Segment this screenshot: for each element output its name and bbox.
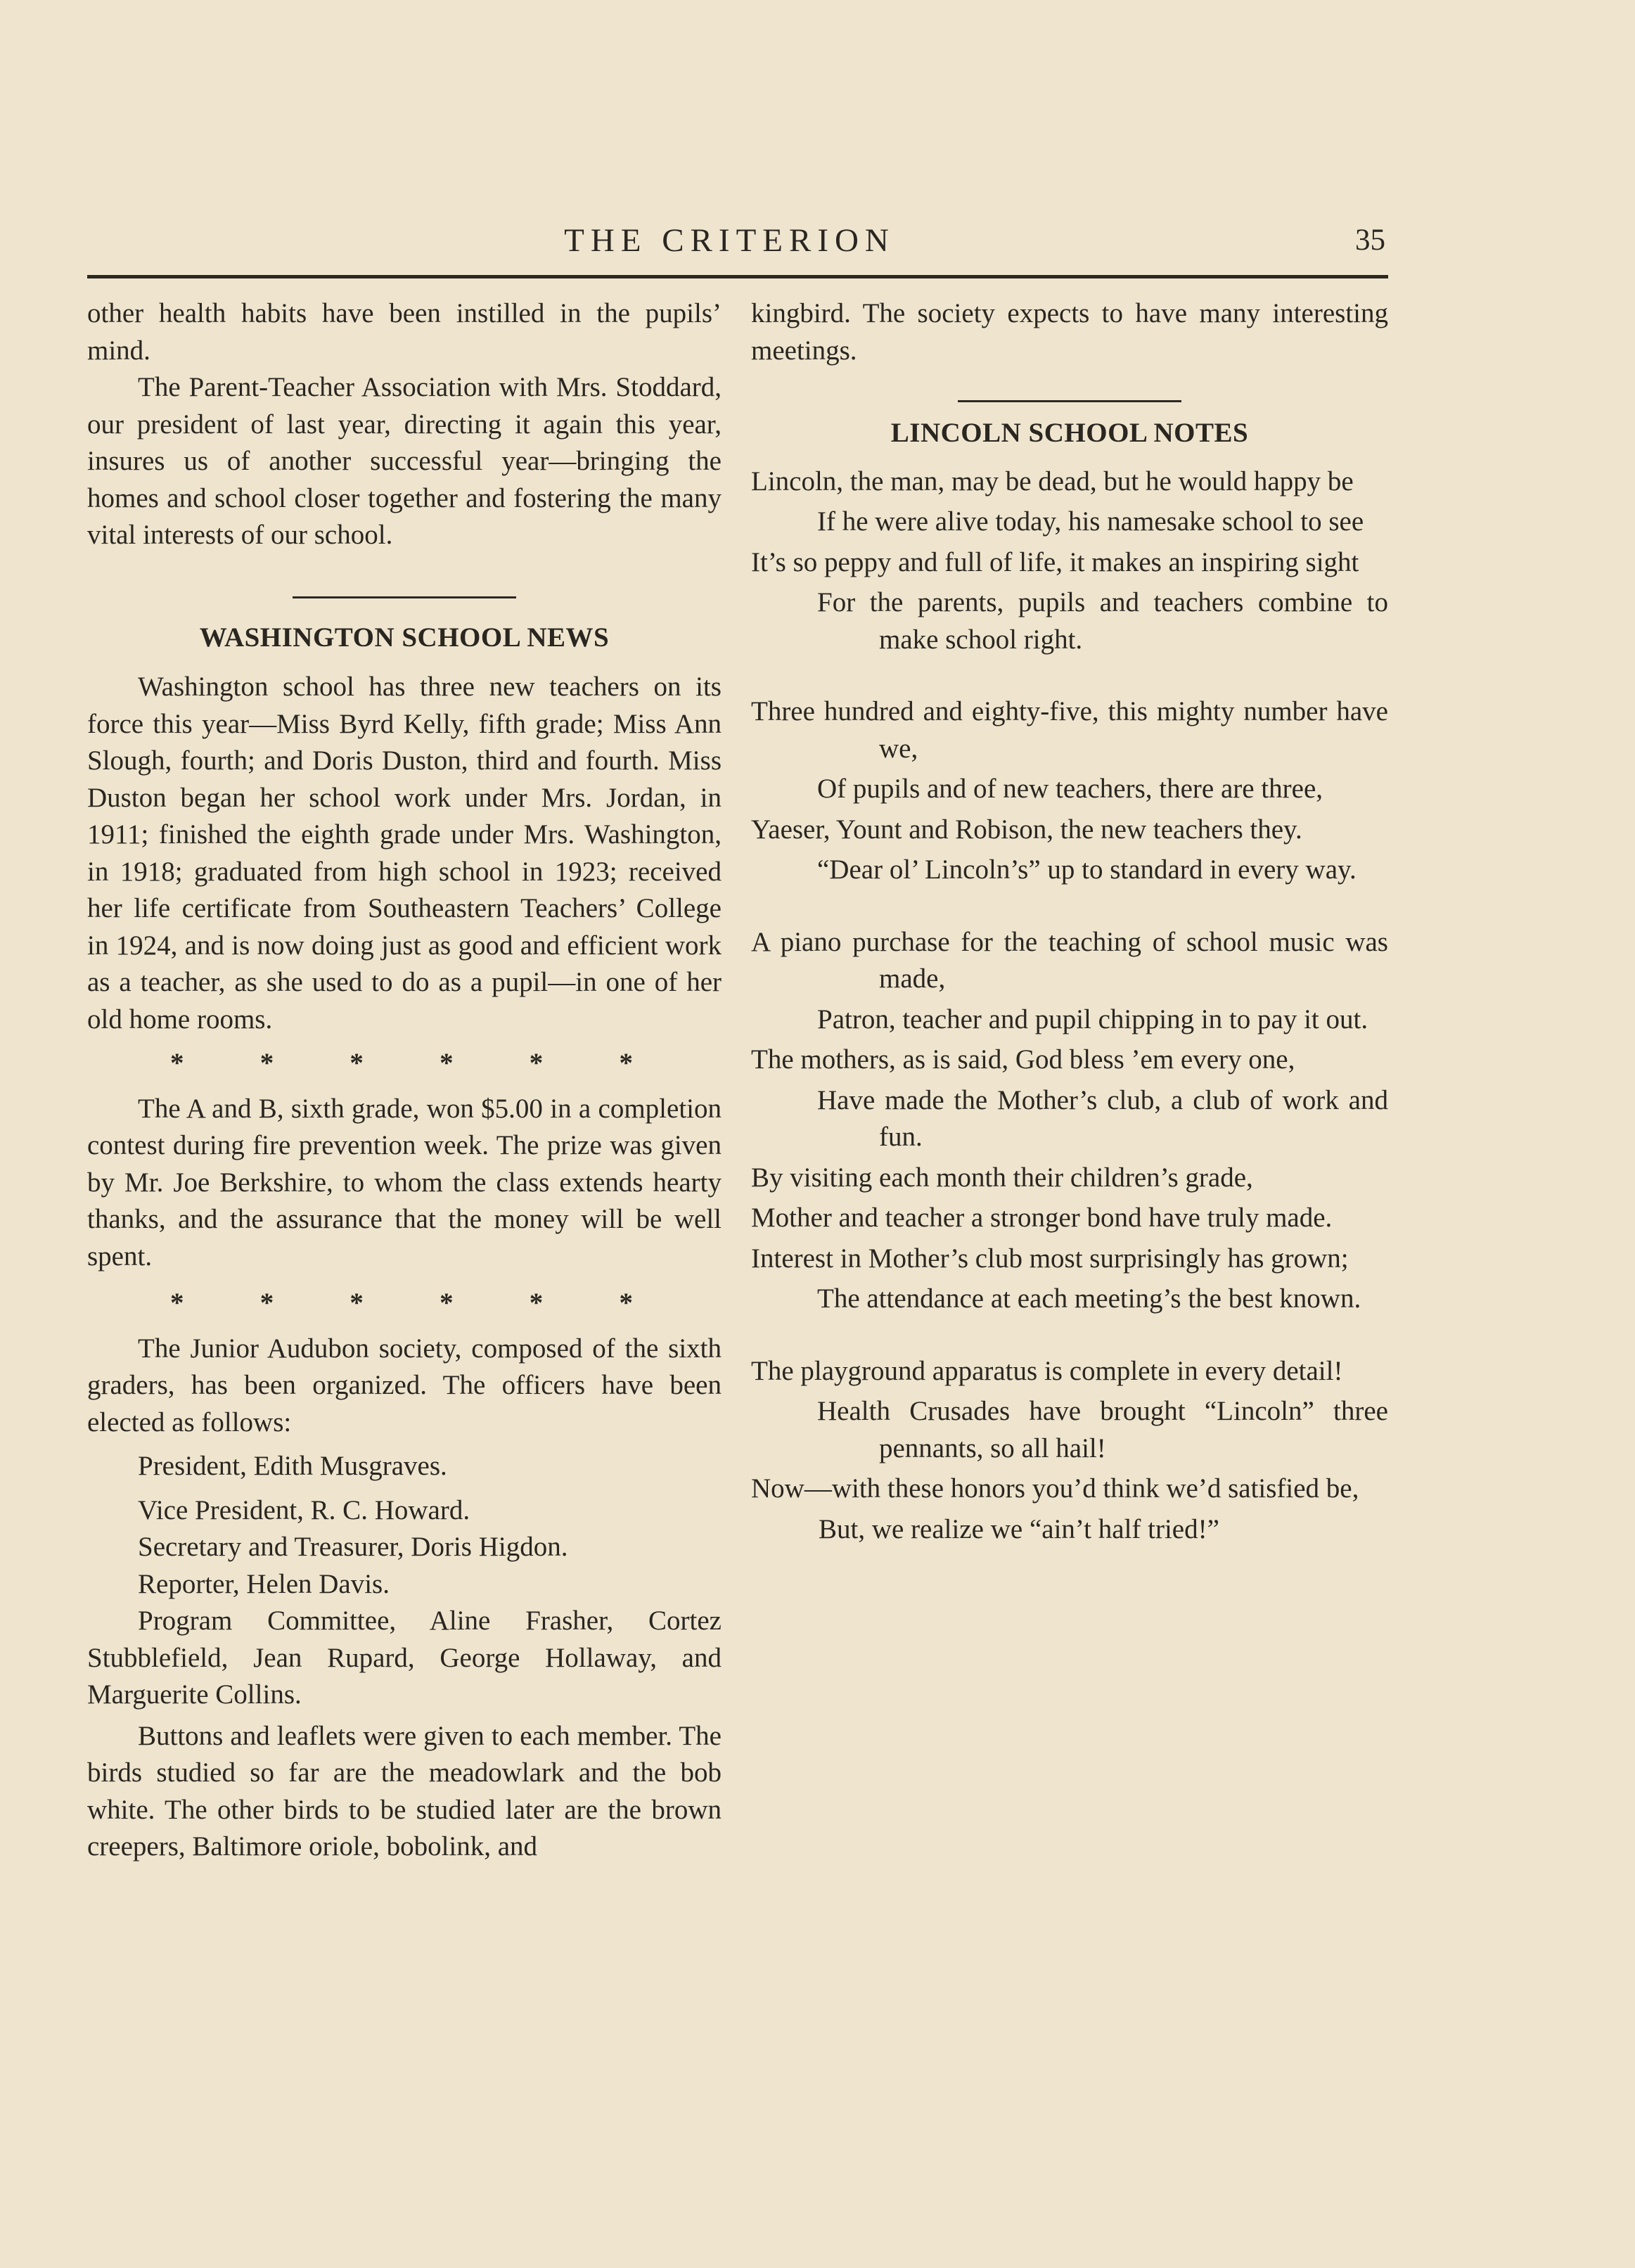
- poem-line: The attendance at each meeting’s the best known.: [817, 1283, 1361, 1314]
- poem-line: Have made the Mother’s club, a club of work and fun.: [817, 1084, 1388, 1152]
- asterisk: *: [529, 1288, 544, 1318]
- washington-heading: WASHINGTON SCHOOL NEWS: [199, 622, 610, 653]
- asterisk: *: [259, 1288, 274, 1318]
- poem-stanza-3: [751, 924, 1388, 1318]
- section-divider: [958, 400, 1181, 402]
- right-column: [751, 295, 1388, 1548]
- continued-paragraph: other health habits have been instilled in the pupils’ mind.: [87, 298, 722, 366]
- poem-line: Mother and teacher a stronger bond have truly made.: [751, 1203, 1333, 1233]
- poem-line: It’s so peppy and full of life, it makes an inspiring sight: [751, 546, 1359, 577]
- poem-line: Patron, teacher and pupil chipping in to pay it out.: [817, 1004, 1368, 1034]
- program-committee-paragraph: Program Committee, Aline Frasher, Cortez Stubblefield, Jean Rupard, George Hollaway, and Marguerite Collins.: [87, 1606, 722, 1710]
- buttons-leaflets-paragraph: Buttons and leaflets were given to each member. The birds studied so far are the meadowlark and the bob white. The other birds to be studied later are the brown creepers, Baltimore oriole, bobolink, and: [87, 1720, 722, 1862]
- poem-stanza-4: [751, 1353, 1388, 1549]
- contest-paragraph: The A and B, sixth grade, won $5.00 in a completion contest during fire prevention week. The prize was given by Mr. Joe Berkshire, to whom the class extends hearty thanks, and the assurance that the money will be well spent.: [87, 1093, 722, 1271]
- asterisk: *: [350, 1048, 364, 1078]
- poem-line: Yaeser, Yount and Robison, the new teachers they.: [751, 814, 1302, 845]
- asterisk: *: [440, 1048, 454, 1078]
- left-column: [87, 295, 722, 1866]
- new-teachers-paragraph: Washington school has three new teachers on its force this year—Miss Byrd Kelly, fifth grade; Miss Ann Slough, fourth; and Doris Duston, third and fourth. Miss Duston began her school work under Mrs. Jordan, in 1911; finished the eighth grade under Mrs. Washington, in 1918; graduated from high school in 1923; received her life certificate from Southeastern Teachers’ College in 1924, and is now doing just as good and efficient work as a teacher, as she used to do as a pupil—in one of her old home rooms.: [87, 672, 722, 1034]
- poem-stanza-2: [751, 693, 1388, 889]
- poem-line: The playground apparatus is complete in every detail!: [751, 1355, 1343, 1386]
- poem-line: Health Crusades have brought “Lincoln” three pennants, so all hail!: [817, 1396, 1388, 1463]
- asterisk: *: [259, 1048, 274, 1078]
- poem-stanza-1: [751, 463, 1388, 659]
- poem-line: Lincoln, the man, may be dead, but he would happy be: [751, 466, 1354, 496]
- asterisk: *: [440, 1288, 454, 1318]
- header-rule: [87, 275, 1388, 278]
- audubon-paragraph: The Junior Audubon society, composed of the sixth graders, has been organized. The officers have been elected as follows:: [87, 1333, 722, 1437]
- officer-secretary-treasurer: Secretary and Treasurer, Doris Higdon.: [138, 1532, 568, 1562]
- asterisk: *: [170, 1048, 184, 1078]
- poem-line: Three hundred and eighty-five, this mighty number have we,: [751, 696, 1388, 764]
- asterisk: *: [350, 1288, 364, 1318]
- officer-vice-president: Vice President, R. C. Howard.: [138, 1494, 470, 1525]
- section-divider: [293, 596, 516, 598]
- asterisk: *: [170, 1288, 184, 1318]
- asterisk: *: [619, 1288, 633, 1318]
- continued-paragraph: kingbird. The society expects to have many interesting meetings.: [751, 298, 1388, 366]
- officer-reporter: Reporter, Helen Davis.: [138, 1568, 390, 1599]
- poem-line: A piano purchase for the teaching of school music was made,: [751, 926, 1388, 994]
- poem-line: Interest in Mother’s club most surprisingly has grown;: [751, 1243, 1349, 1274]
- asterisk: *: [619, 1048, 633, 1078]
- poem-line: But, we realize we “ain’t half tried!”: [819, 1513, 1219, 1544]
- page-header-title: THE CRITERION: [564, 222, 895, 259]
- poem-line: By visiting each month their children’s grade,: [751, 1162, 1253, 1193]
- asterisk-separator: [87, 1045, 722, 1082]
- asterisk-separator: [87, 1285, 722, 1322]
- poem-line: For the parents, pupils and teachers combine to make school right.: [817, 587, 1388, 655]
- lincoln-heading: LINCOLN SCHOOL NOTES: [890, 418, 1249, 448]
- poem-line: If he were alive today, his namesake school to see: [817, 506, 1364, 537]
- asterisk: *: [529, 1048, 544, 1078]
- poem-line: “Dear ol’ Lincoln’s” up to standard in every way.: [817, 854, 1357, 885]
- poem-line: Now—with these honors you’d think we’d satisfied be,: [751, 1473, 1359, 1504]
- officer-president: President, Edith Musgraves.: [138, 1451, 447, 1481]
- poem-line: Of pupils and of new teachers, there are three,: [817, 774, 1323, 804]
- pta-paragraph: The Parent-Teacher Association with Mrs. Stoddard, our president of last year, directing it again this year, insures us of another successful year—bringing the homes and school closer together and fostering the many vital interests of our school.: [87, 372, 722, 550]
- poem-line: The mothers, as is said, God bless ’em every one,: [751, 1044, 1295, 1075]
- page-number: 35: [1355, 224, 1385, 257]
